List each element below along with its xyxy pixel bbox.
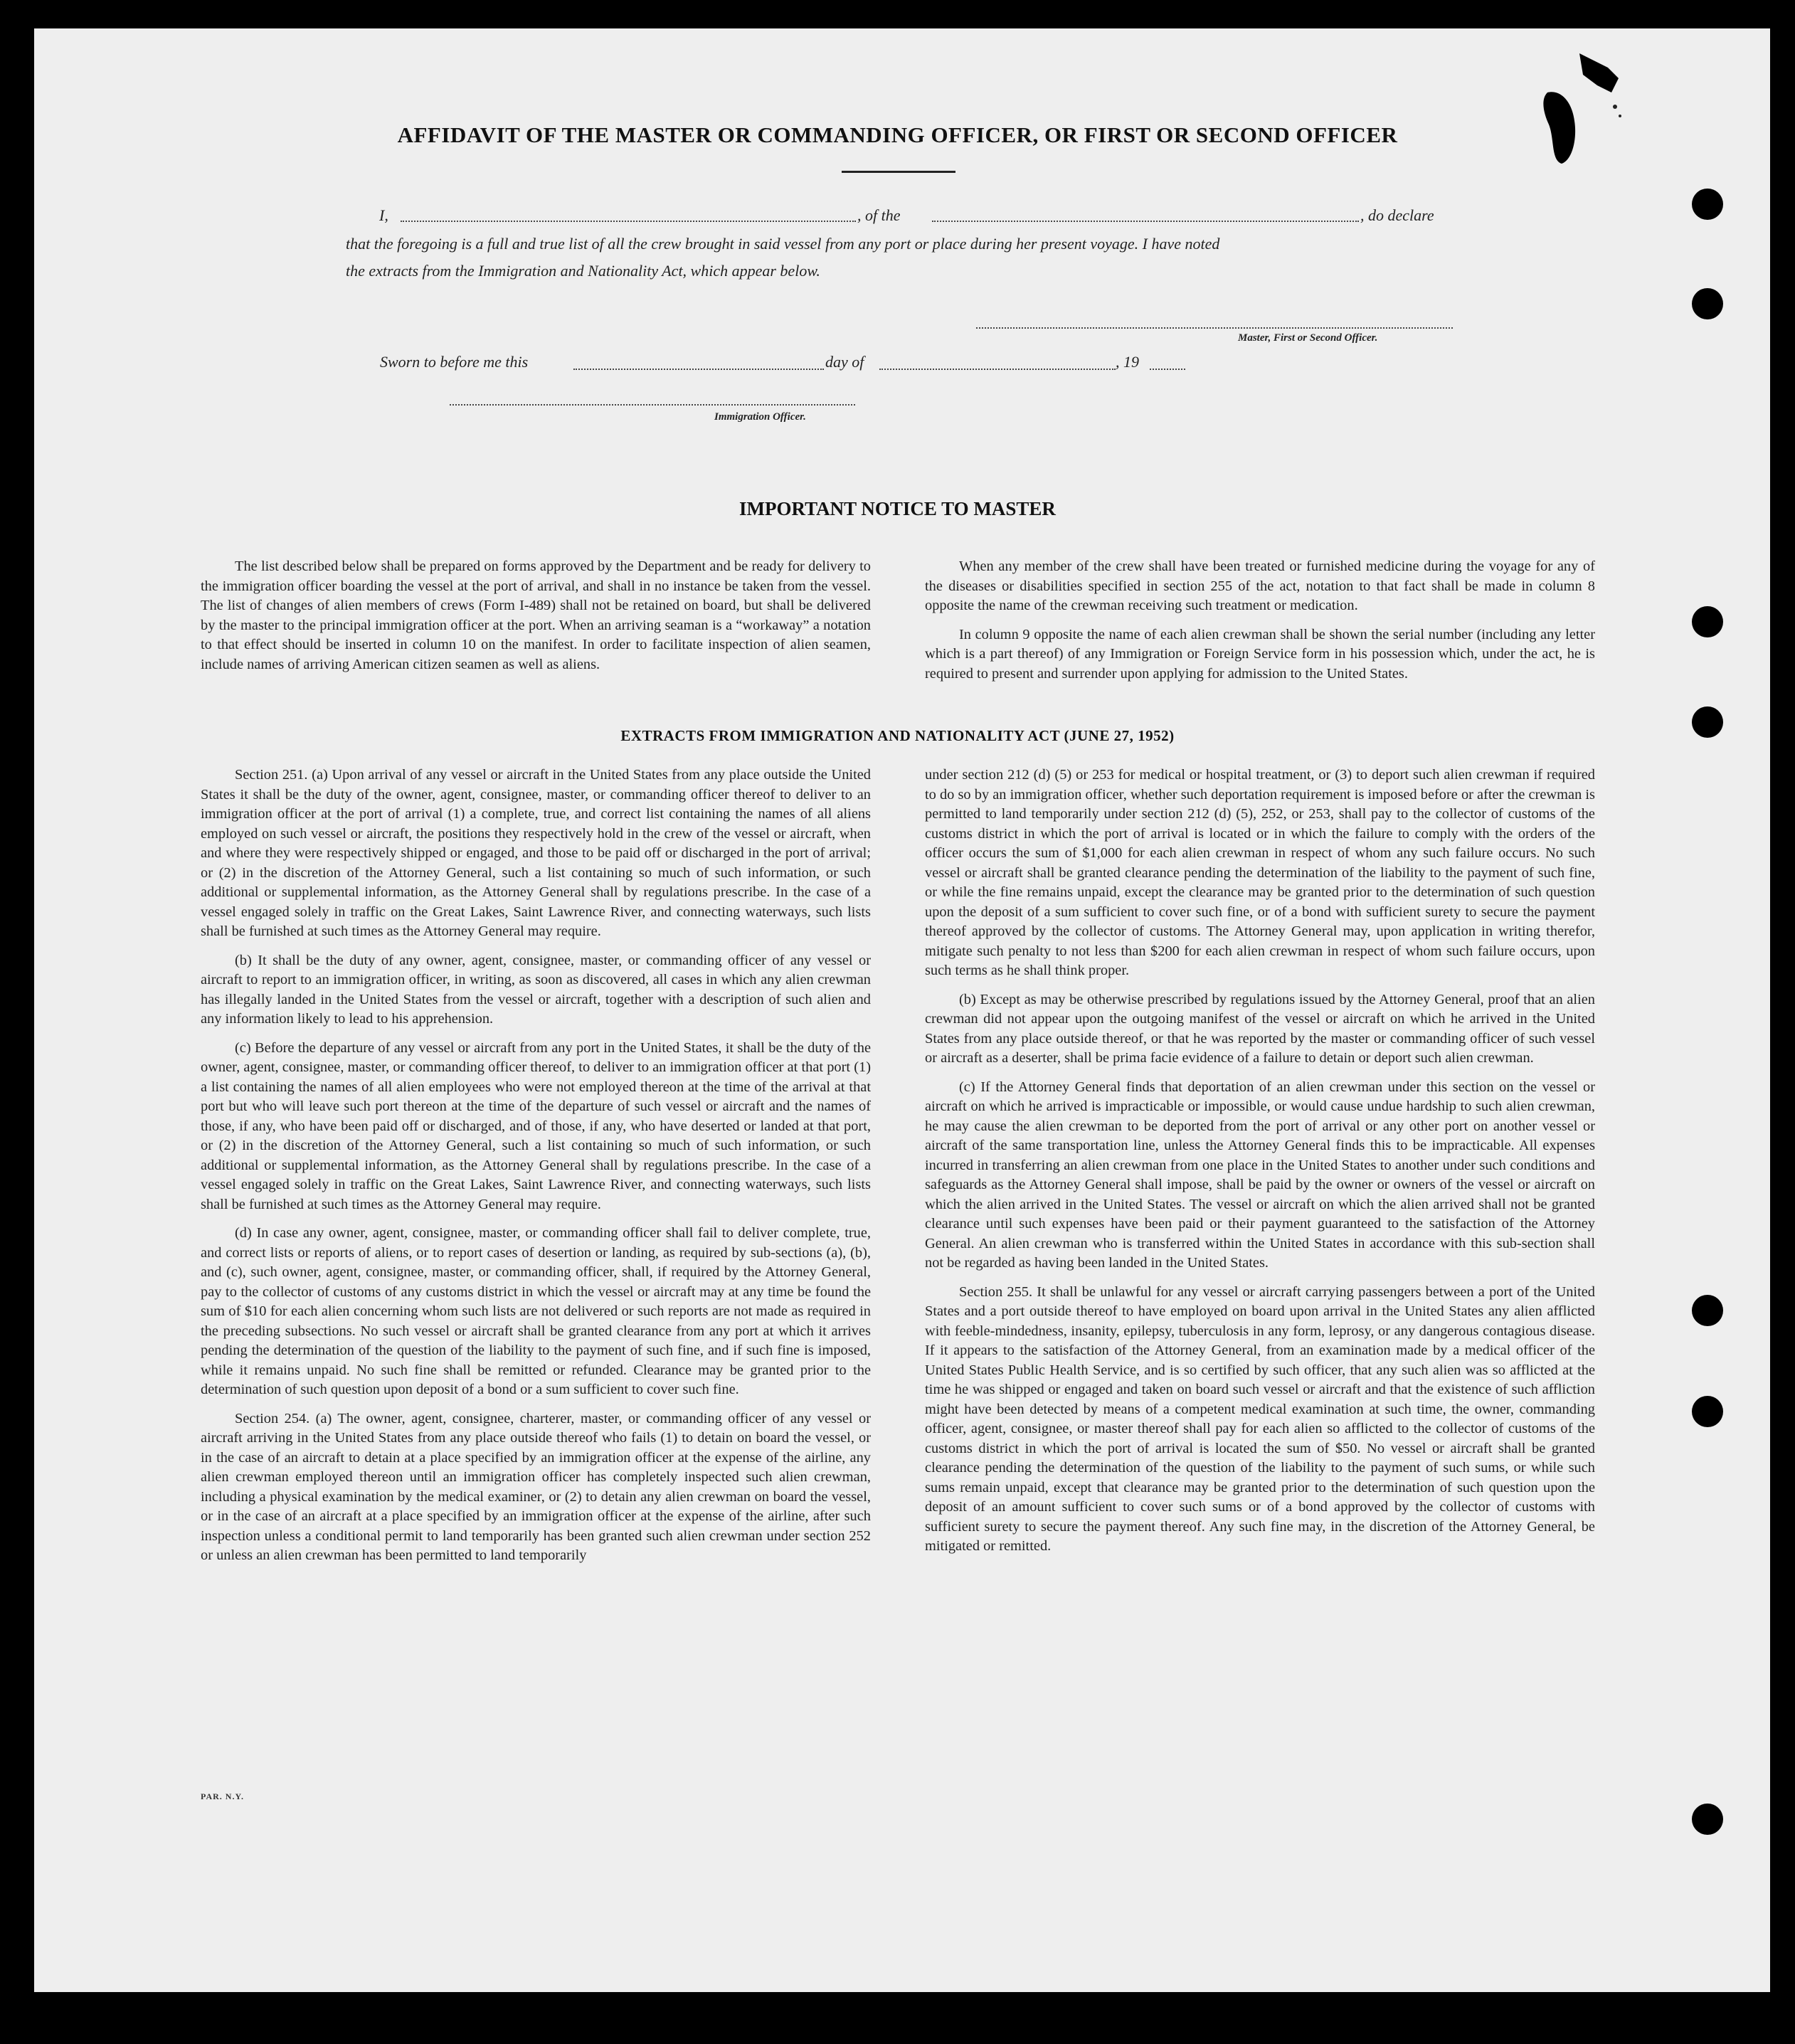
affidavit-of-the-label: , of the [857,206,901,224]
title-rule [842,171,955,173]
punch-hole [1692,606,1723,637]
sworn-label: Sworn to before me this [380,353,529,371]
section-paragraph: (c) Before the departure of any vessel or aircraft from any port in the United States, it shall be the duty of the owner, agent, consignee, master, or commanding officer thereof, to deliver to an immigration officer at that port (1) a list containing the names of all alien employees who were not employed thereon at the time of the arrival at that port but who will leave such port thereon at the time of the departure of such vessel or aircraft and the names of those, if any, who have been paid off or discharged, and of those, if any, who have deserted or landed at that port, or (2) in the discretion of the Attorney General, such a list containing so much of such information, or such additional or supplemental information, as the Attorney General shall by regulations prescribe. In the case of a vessel engaged solely in traffic on the Great Lakes, Saint Lawrence River, and connecting waterways, such lists shall be furnished at such times as the Attorney General may require. [201,1039,871,1212]
affidavit-i-label: I, [379,206,388,224]
punch-hole [1692,1396,1723,1427]
master-signature-line[interactable] [976,327,1453,329]
section-paragraph: Section 254. (a) The owner, agent, consignee, charterer, master, or commanding officer of any vessel or aircraft arriving in the United States from any place outside thereof who fails (1) to detain on board the vessel, or in the case of an aircraft to detain at a place specified by an immigration officer at the expense of the airline, any alien crewman employed thereon until an immigration officer has completely inspected such alien crewman, including a physical examination by the medical examiner, or (2) to detain any alien crewman on board the vessel, or in the case of an aircraft at a place specified by an immigration officer at the expense of the airline, after such inspection unless a conditional permit to land temporarily has been granted such alien crewman under section 252 or unless an alien crewman has been permitted to land temporarily [201,1410,871,1563]
notice-left-column [201,557,871,684]
punch-hole [1692,288,1723,319]
section-paragraph: (b) It shall be the duty of any owner, agent, consignee, master, or commanding officer of any vessel or aircraft to report to an immigration officer, in writing, as soon as discovered, all cases in which any alien crewman has illegally landed in the United States from the vessel or aircraft, together with a description of such alien and any information likely to lead to his apprehension. [201,952,871,1027]
section-paragraph: (c) If the Attorney General finds that deportation of an alien crewman under this section on the vessel or aircraft on which he arrived is impracticable or impossible, or would cause undue hardship to such alien crewman, he may cause the alien crewman to be deported from the port of arrival or any other port on another vessel or aircraft of the same transportation line, unless the Attorney General finds this to be impracticable. All expenses incurred in transferring an alien crewman from one place in the United States to another under such conditions and safeguards as the Attorney General shall impose, shall be paid by the owner or owners of the vessel or aircraft on which the alien arrived in the United States. The vessel or aircraft on which the alien arrived shall not be granted clearance until such expenses have been paid or their payment guaranteed to the satisfaction of the Attorney General. An alien crewman who is transferred within the United States in accordance with this sub-section shall not be regarded as having been landed in the United States. [925,1079,1595,1271]
affidavit-title: AFFIDAVIT OF THE MASTER OR COMMANDING OFFICER, OR FIRST OR SECOND OFFICER [397,122,1398,147]
notice-left-paragraph: The list described below shall be prepared on forms approved by the Department and be ready for delivery to the immigration officer boarding the vessel at the port of arrival, and shall in no instance be taken from the vessel. The list of changes of alien members of crews (Form I-489) shall not be retained on board, but shall be delivered by the master to the principal immigration officer at the port. When an arriving seaman is a “workaway” a notation to that effect should be inserted in column 10 on the manifest. In order to facilitate inspection of alien seamen, include names of arriving American citizen seamen as well as aliens. [201,558,871,672]
section-paragraph-continued: under section 212 (d) (5) or 253 for medical or hospital treatment, or (3) to deport such alien crewman if required to do so by an immigration officer, whether such deportation requirement is imposed before or after the crewman is permitted to land temporarily under section 212 (d) (5), 252, or 253, shall pay to the collector of customs of the customs district in which the port of arrival is located or in which the failure to comply with the orders of the officer occurs the sum of $1,000 for each alien crewman in respect of whom any such failure occurs. No such vessel or aircraft shall be granted clearance pending the determination of the liability to the payment of such fine, or while the fine remains unpaid, except the clearance may be granted prior to the determination of such question upon the deposit of a sum sufficient to cover such fine, or of a bond with sufficient surety to secure the payment thereof approved by the collector of customs. The Attorney General may, upon application in writing therefor, mitigate such penalty to not less than $200 for each alien crewman in respect of whom such failure occurs, upon such terms as he shall think proper. [925,767,1595,978]
sworn-day-field-line[interactable] [573,369,824,370]
extracts-heading: EXTRACTS FROM IMMIGRATION AND NATIONALITY ACT (JUNE 27, 1952) [620,727,1175,744]
affidavit-do-declare-label: , do declare [1360,206,1434,224]
notice-right-column [925,557,1595,693]
affidavit-statement-line-1: that the foregoing is a full and true list of all the crew brought in said vessel from any port or place during her present voyage. I have noted [346,235,1220,253]
master-signature-caption: Master, First or Second Officer. [1238,332,1378,344]
extracts-left-column [201,766,871,1575]
punch-hole [1692,1804,1723,1835]
extracts-right-column [925,766,1595,1566]
punch-hole [1692,189,1723,220]
name-field-line[interactable] [401,221,856,222]
notice-right-paragraph: When any member of the crew shall have been treated or furnished medicine during the voyage for any of the diseases or disabilities specified in section 255 of the act, notation to that fact shall be made in column 8 opposite the name of the crewman receiving such treatment or medication. [925,558,1595,613]
affidavit-statement-line-2: the extracts from the Immigration and Nationality Act, which appear below. [346,262,820,280]
section-paragraph: Section 255. It shall be unlawful for any vessel or aircraft carrying passengers between a port of the United States and a port outside thereof to have employed on board upon arrival in the United States any alien afflicted with feeble-mindedness, insanity, epilepsy, tuberculosis in any form, leprosy, or any dangerous contagious disease. If it appears to the satisfaction of the Attorney General, from an examination made by a medical officer of the United States Public Health Service, and is so certified by such officer, that any such alien was so afflicted at the time he was shipped or engaged and taken on board such vessel or aircraft and that the existence of such affliction might have been detected by means of a competent medical examination at such time, the owner, commanding officer, agent, consignee, or master thereof shall pay for each alien so afflicted to the collector of customs of the customs district in which the port of arrival is located the sum of $50. No vessel or aircraft shall be granted clearance pending the determination of the question of the liability to the payment of such sums, or while such sums remain unpaid, except that clearance may be granted prior to the determination of such question upon the deposit of an amount sufficient to cover such sums or of a bond approved by the collector of customs with sufficient surety to secure the payment thereof. Any such fine may, in the discretion of the Attorney General, be mitigated or remitted. [925,1283,1595,1554]
officer-signature-line[interactable] [450,404,855,406]
notice-heading: IMPORTANT NOTICE TO MASTER [739,498,1056,519]
day-of-label: day of [825,353,864,371]
printer-mark: PAR. N.Y. [201,1791,245,1801]
section-paragraph: Section 251. (a) Upon arrival of any vessel or aircraft in the United States from any place outside the United States it shall be the duty of the owner, agent, consignee, master, or commanding officer thereof to deliver to an immigration officer at the port of arrival (1) a complete, true, and correct list containing the names of all aliens employed on such vessel or aircraft, the positions they respectively hold in the crew of the vessel or aircraft, when and where they were respectively shipped or engaged, and those to be paid off or discharged in the port of arrival; or (2) in the discretion of the Attorney General, such a list containing so much of such information, or such additional or supplemental information, as the Attorney General shall by regulations prescribe. In the case of a vessel engaged solely in traffic on the Great Lakes, Saint Lawrence River, and connecting waterways, such lists shall be furnished at such times as the Attorney General may require. [201,767,871,939]
officer-signature-caption: Immigration Officer. [714,411,806,423]
notice-right-paragraph: In column 9 opposite the name of each alien crewman shall be shown the serial number (including any letter which is a part thereof) of any Immigration or Foreign Service form in his possession which, under the act, he is required to present and surrender upon applying for admission to the United States. [925,626,1595,682]
section-paragraph: (d) In case any owner, agent, consignee, master, or commanding officer shall fail to deliver complete, true, and correct lists or reports of aliens, or to report cases of desertion or landing, as required by sub-sections (a), (b), and (c), such owner, agent, consignee, master, or commanding officer, shall, if required by the Attorney General, pay to the collector of customs of any customs district in which the vessel or aircraft may at any time be found the sum of $10 for each alien concerning whom such lists are not delivered or such reports are not made as required in the preceding subsections. No such vessel or aircraft shall be granted clearance from any port at which it arrives pending the determination of the question of the liability to the payment of such fine, and if such fine is imposed, while it remains unpaid. No such fine shall be remitted or refunded. Clearance may be granted prior to the determination of such question upon deposit of a bond or a sum sufficient to cover such fine. [201,1225,871,1397]
sworn-year-field-line[interactable] [1150,369,1185,370]
sworn-month-field-line[interactable] [879,369,1116,370]
section-paragraph: (b) Except as may be otherwise prescribed by regulations issued by the Attorney General, proof that an alien crewman did not appear upon the outgoing manifest of the vessel or aircraft on which he arrived in the United States from any place outside thereof, or that he was reported by the master or commanding officer of such vessel or aircraft as a deserter, shall be prima facie evidence of a failure to detain or deport such alien crewman. [925,991,1595,1066]
ink-blot-mark [1540,53,1626,167]
year-label: , 19 [1116,353,1139,371]
vessel-field-line[interactable] [932,221,1359,222]
punch-hole [1692,1295,1723,1326]
